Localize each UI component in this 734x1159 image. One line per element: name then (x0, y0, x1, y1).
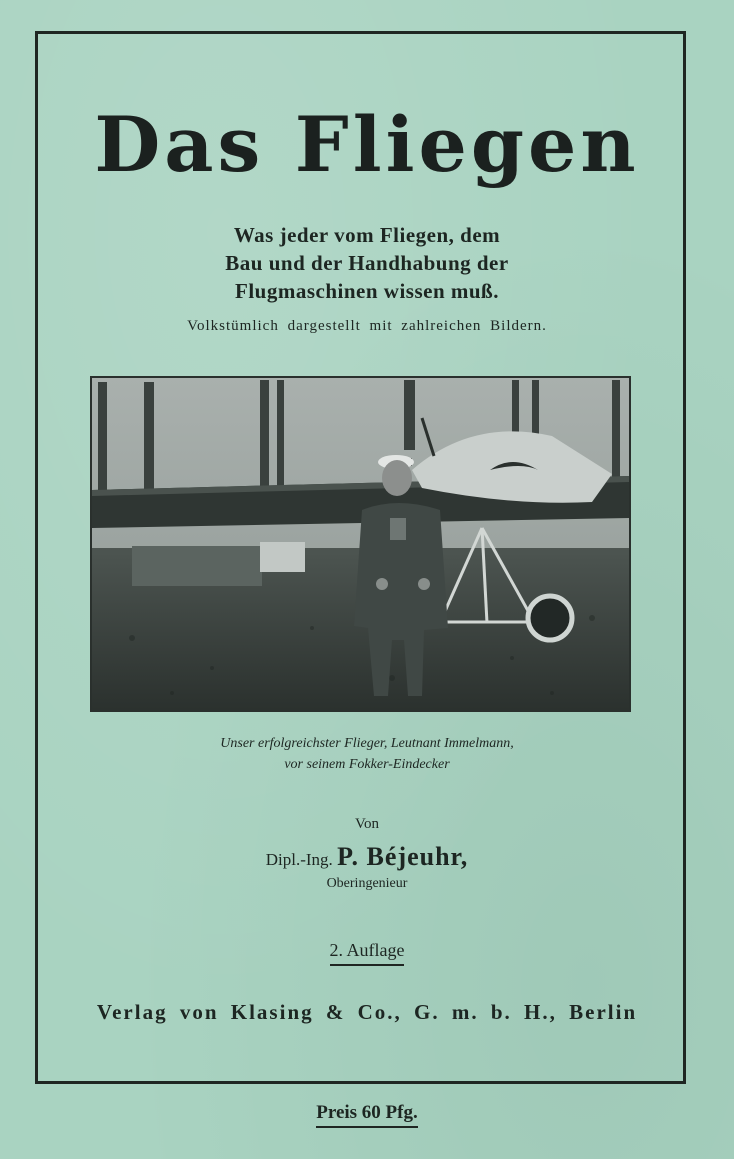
subtitle-line: Flugmaschinen wissen muß. (235, 279, 499, 303)
author-line (0, 842, 734, 872)
author-von: Von (355, 816, 379, 832)
caption-line: vor seinem Fokker-Eindecker (284, 757, 450, 772)
popular-note: Volkstümlich dargestellt mit zahlreichen Bildern. (187, 318, 547, 334)
publisher-line: Verlag von Klasing & Co., G. m. b. H., Berlin (96, 1000, 638, 1024)
price-label: Preis 60 Pfg. (316, 1102, 418, 1128)
edition-label: 2. Auflage (330, 940, 405, 966)
subtitle-line: Was jeder vom Fliegen, dem (233, 223, 501, 247)
subtitle-block (0, 221, 734, 305)
caption-line: Unser erfolgreichster Flieger, Leutnant Immelmann, (220, 736, 514, 751)
price-block (0, 1102, 734, 1124)
author-prefix: Dipl.-Ing. (265, 850, 333, 869)
book-title: Das Fliegen (94, 100, 640, 189)
cover-photo (90, 376, 631, 712)
photo-caption (0, 733, 734, 775)
author-name: P. Béjeuhr, (337, 842, 469, 871)
author-role: Oberingenieur (326, 876, 408, 891)
photo-illustration (92, 378, 629, 710)
subtitle-line: Bau und der Handhabung der (225, 251, 509, 275)
edition-block (0, 940, 734, 961)
